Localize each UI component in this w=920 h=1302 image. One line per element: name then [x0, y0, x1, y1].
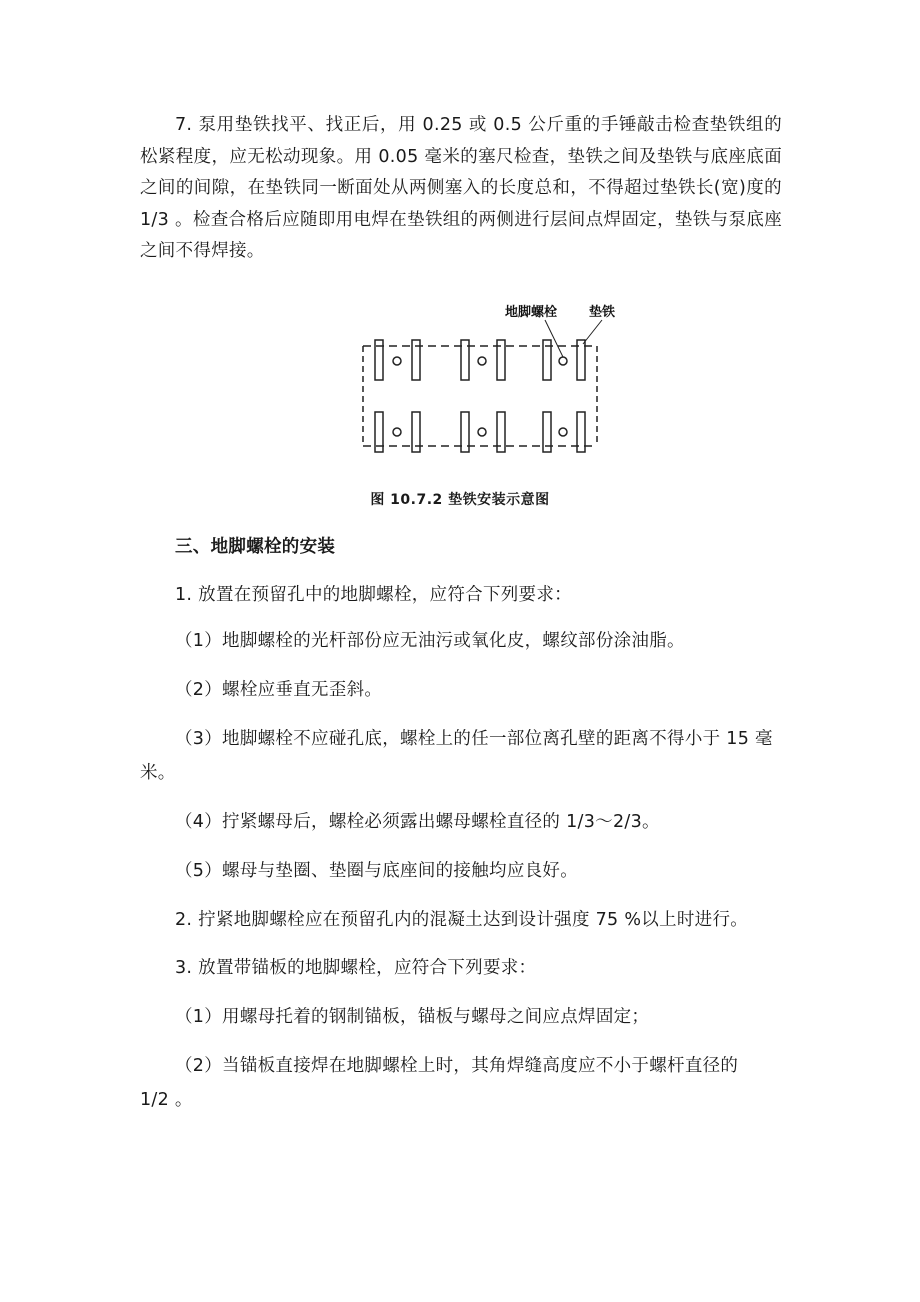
item-3: 3. 放置带锚板的地脚螺栓，应符合下列要求： — [175, 958, 537, 978]
item-1: 1. 放置在预留孔中的地脚螺栓，应符合下列要求： — [175, 585, 572, 605]
item-3-2: （2）当锚板直接焊在地脚螺栓上时，其角焊缝高度应不小于螺杆直径的 — [175, 1056, 739, 1076]
item-1-3: （3）地脚螺栓不应碰孔底，螺栓上的任一部位离孔壁的距离不得小于 15 毫 — [175, 729, 773, 749]
paragraph-item-7: 7. 泵用垫铁找平、找正后，用 0.25 或 0.5 公斤重的手锤敲击检查垫铁组的松紧程度，应无松动现象。用 0.05 毫米的塞尺检查，垫铁之间及垫铁与底座底面之间的间隙，在垫铁同一断面处从两侧塞入的长度总和，不得超过垫铁长(宽)度的 1/3 。检查合格后应随即用电焊在垫铁组的两侧进行层间点焊固定，垫铁与泵底座之间不得焊接。 — [140, 115, 782, 261]
item-1-5: （5）螺母与垫圈、垫圈与底座间的接触均应良好。 — [175, 861, 579, 881]
item-2: 2. 拧紧地脚螺栓应在预留孔内的混凝土达到设计强度 75 %以上时进行。 — [175, 910, 749, 930]
item-1-2: （2）螺栓应垂直无歪斜。 — [175, 680, 383, 700]
leader-line-shim — [583, 320, 602, 344]
item-1-4: （4）拧紧螺母后，螺栓必须露出螺母螺栓直径的 1/3～2/3。 — [175, 812, 660, 832]
section-heading: 三、地脚螺栓的安装 — [175, 537, 336, 557]
item-3-2-continued: 1/2 。 — [140, 1090, 193, 1110]
item-3-1: （1）用螺母托着的钢制锚板，锚板与螺母之间应点焊固定； — [175, 1007, 650, 1027]
figure-caption: 图 10.7.2 垫铁安装示意图 — [370, 492, 550, 508]
item-1-1: （1）地脚螺栓的光杆部份应无油污或氧化皮，螺纹部份涂油脂。 — [175, 631, 685, 651]
label-shim: 垫铁 — [589, 305, 616, 320]
item-1-3-continued: 米。 — [140, 763, 176, 783]
leader-line-bolt — [545, 320, 563, 357]
label-anchor-bolt: 地脚螺栓 — [505, 305, 558, 320]
shim-installation-diagram — [355, 298, 616, 463]
